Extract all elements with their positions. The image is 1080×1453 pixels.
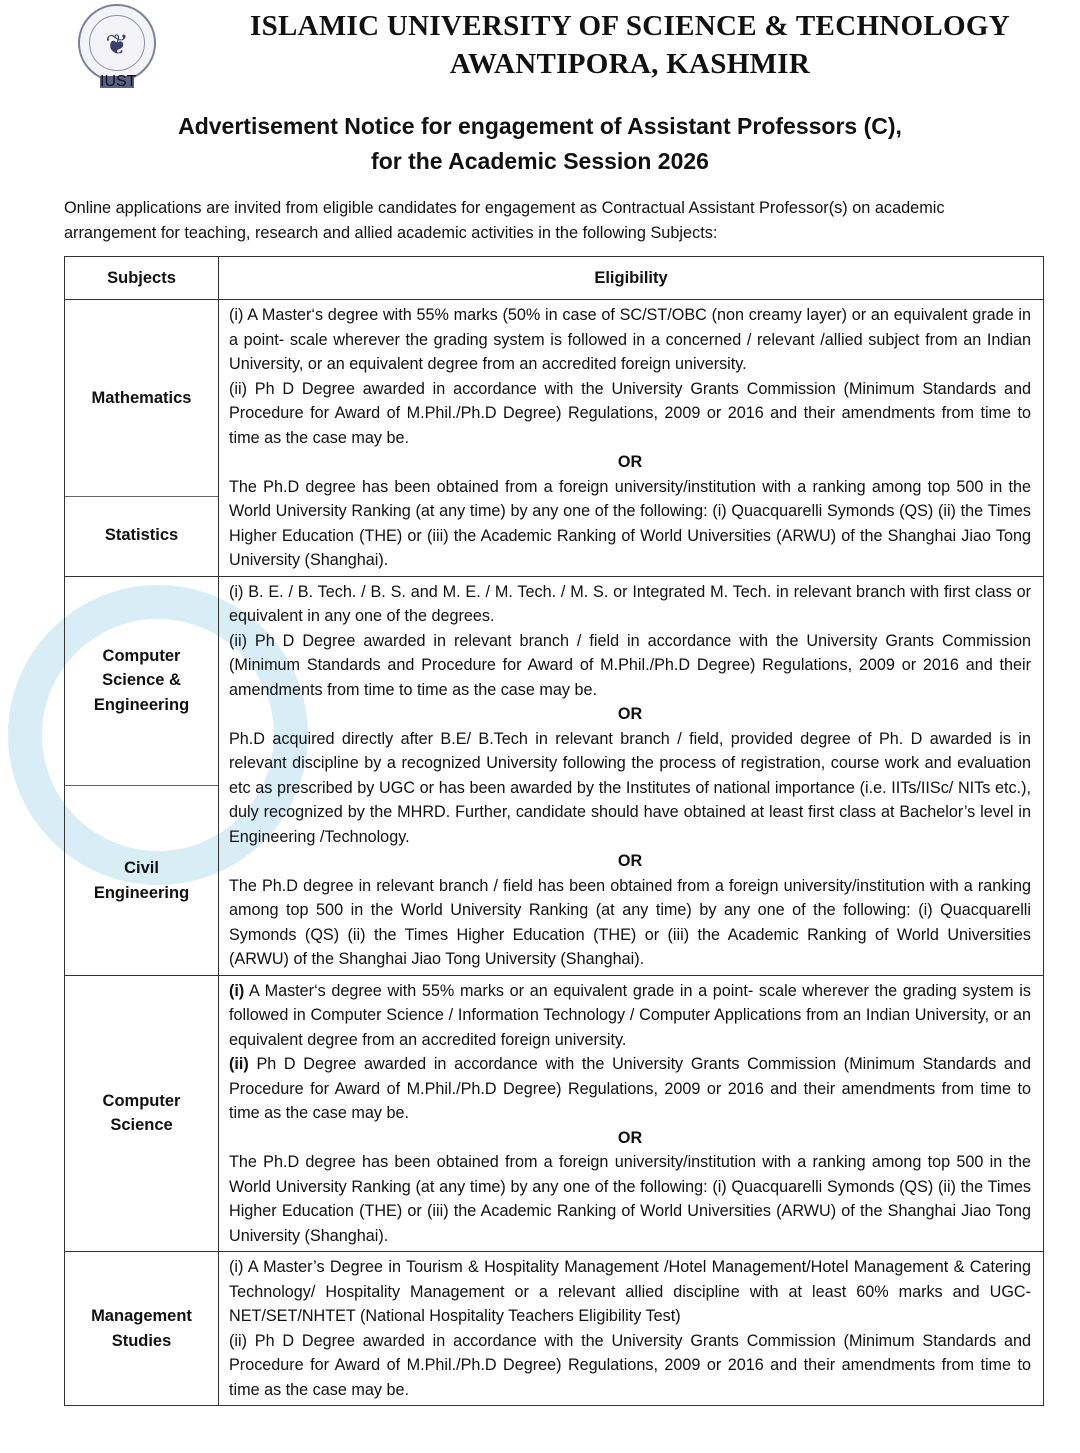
subject-cell: [65, 300, 219, 577]
eligibility-clause: (i) A Master‘s degree with 55% marks or an equivalent grade in a point- scale wherever the grading system is followed in Computer Science / Information Technology / Computer Applications from an Indian University, or an equivalent degree from an accredited foreign university.: [229, 981, 1031, 1049]
eligibility-cell: [219, 975, 1044, 1252]
eligibility-clause: (i) B. E. / B. Tech. / B. S. and M. E. / M. Tech. / M. S. or Integrated M. Tech. in relevant branch with first class or equivalent in any one of the degrees.: [229, 582, 1031, 625]
or-separator: OR: [617, 852, 643, 870]
subject-management-studies: Management Studies: [65, 1252, 219, 1406]
notice-subtitle: for the Academic Session 2026: [371, 148, 709, 174]
intro-line: Online applications are invited from eligible candidates for engagement as Contractual Assistant Professor(s) on academic: [64, 199, 945, 217]
letterhead: [0, 0, 1080, 100]
subject-computer-science-engineering: Computer Science & Engineering: [93, 646, 190, 714]
eligibility-clause: The Ph.D degree has been obtained from a foreign university/institution with a ranking among top 500 in the World University Ranking (at any time) by any one of the following: (i) Quacquarelli Symonds (QS) (ii) the Times Higher Education (THE) or (iii) the Academic Ranking of World Universities (ARWU) of the Shanghai Jiao Tong University (Shanghai).: [229, 477, 1031, 569]
table-row: [65, 576, 1044, 975]
logo-ribbon: IUST: [100, 73, 137, 90]
university-logo-icon: ❦: [78, 4, 156, 82]
eligibility-cell: [219, 300, 1044, 577]
eligibility-clause: The Ph.D degree in relevant branch / field has been obtained from a foreign university/institution with a ranking among top 500 in the World University Ranking (at any time) by any one of the following: (i) Quacquarelli Symonds (QS) (ii) the Times Higher Education (THE) or (iii) the Academic Ranking of World Universities (ARWU) of the Shanghai Jiao Tong University (Shanghai).: [229, 876, 1031, 968]
subject-statistics: Statistics: [65, 496, 218, 573]
table-row: [65, 1252, 1044, 1406]
table-row: [65, 975, 1044, 1252]
eligibility-clause: The Ph.D degree has been obtained from a foreign university/institution with a ranking among top 500 in the World University Ranking (at any time) by any one of the following: (i) Quacquarelli Symonds (QS) (ii) the Times Higher Education (THE) or (iii) the Academic Ranking of World Universities (ARWU) of the Shanghai Jiao Tong University (Shanghai).: [229, 1153, 1031, 1245]
or-separator: OR: [617, 453, 643, 471]
eligibility-cell: [219, 576, 1044, 975]
eligibility-clause: Ph.D acquired directly after B.E/ B.Tech in relevant branch / field, provided degree of Ph. D awarded is in relevant discipline by a recognized University following the process of registration, course work and evaluation etc as prescribed by UGC or has been awarded by the Institutes of national importance (i.e. IITs/IISc/ NITs etc.), duly recognized by the MHRD. Further, candidate should have obtained at least first class at Bachelor’s level in Engineering /Technology.: [229, 729, 1031, 846]
intro-paragraph: [64, 196, 1046, 246]
table-header-row: [65, 257, 1044, 300]
eligibility-clause: (i) A Master‘s degree with 55% marks (50% in case of SC/ST/OBC (non creamy layer) or an equivalent grade in a point- scale wherever the grading system is followed in a concerned / relevant /allied subject from an Indian University, or an equivalent degree from an accredited foreign university.: [229, 306, 1031, 373]
or-separator: OR: [617, 705, 643, 723]
eligibility-table: [64, 256, 1044, 1406]
subject-civil-engineering: Civil Engineering: [65, 785, 218, 976]
eligibility-clause: (i) A Master’s Degree in Tourism & Hospitality Management /Hotel Management/Hotel Management & Catering Technology/ Hospitality Management or a relevant allied discipline with at least 60% marks and UGC-NET/SET/NHTET (National Hospitality Teachers Eligibility Test): [229, 1258, 1031, 1325]
notice-title: Advertisement Notice for engagement of Assistant Professors (C),: [178, 113, 902, 139]
eligibility-clause: (ii) Ph D Degree awarded in relevant branch / field in accordance with the University Grants Commission (Minimum Standards and Procedure for Award of M.Phil./Ph.D Degree) Regulations, 2009 or 2016 and their amendments from time to time as the case may be.: [229, 631, 1031, 699]
eligibility-clause: (ii) Ph D Degree awarded in accordance with the University Grants Commission (Minimum Standards and Procedure for Award of M.Phil./Ph.D Degree) Regulations, 2009 or 2016 and their amendments from time to time as the case may be.: [229, 1331, 1031, 1399]
intro-line: arrangement for teaching, research and allied academic activities in the following Subjects:: [64, 224, 718, 242]
eligibility-clause: (ii) Ph D Degree awarded in accordance with the University Grants Commission (Minimum Standards and Procedure for Award of M.Phil./Ph.D Degree) Regulations, 2009 or 2016 and their amendments from time to time as the case may be.: [229, 1055, 1031, 1122]
or-separator: OR: [617, 1128, 643, 1147]
subject-computer-science: Computer Science: [65, 975, 219, 1252]
subject-cell: [65, 576, 219, 975]
university-name: ISLAMIC UNIVERSITY OF SCIENCE & TECHNOLOGY: [249, 10, 1010, 42]
university-location: AWANTIPORA, KASHMIR: [449, 48, 811, 80]
eligibility-clause: (ii) Ph D Degree awarded in accordance with the University Grants Commission (Minimum Standards and Procedure for Award of M.Phil./Ph.D Degree) Regulations, 2009 or 2016 and their amendments from time to time as the case may be.: [229, 379, 1031, 447]
table-row: [65, 300, 1044, 577]
eligibility-header: Eligibility: [219, 257, 1044, 300]
subject-mathematics: Mathematics: [91, 388, 192, 407]
eligibility-cell: [219, 1252, 1044, 1406]
subjects-header: Subjects: [65, 257, 219, 300]
